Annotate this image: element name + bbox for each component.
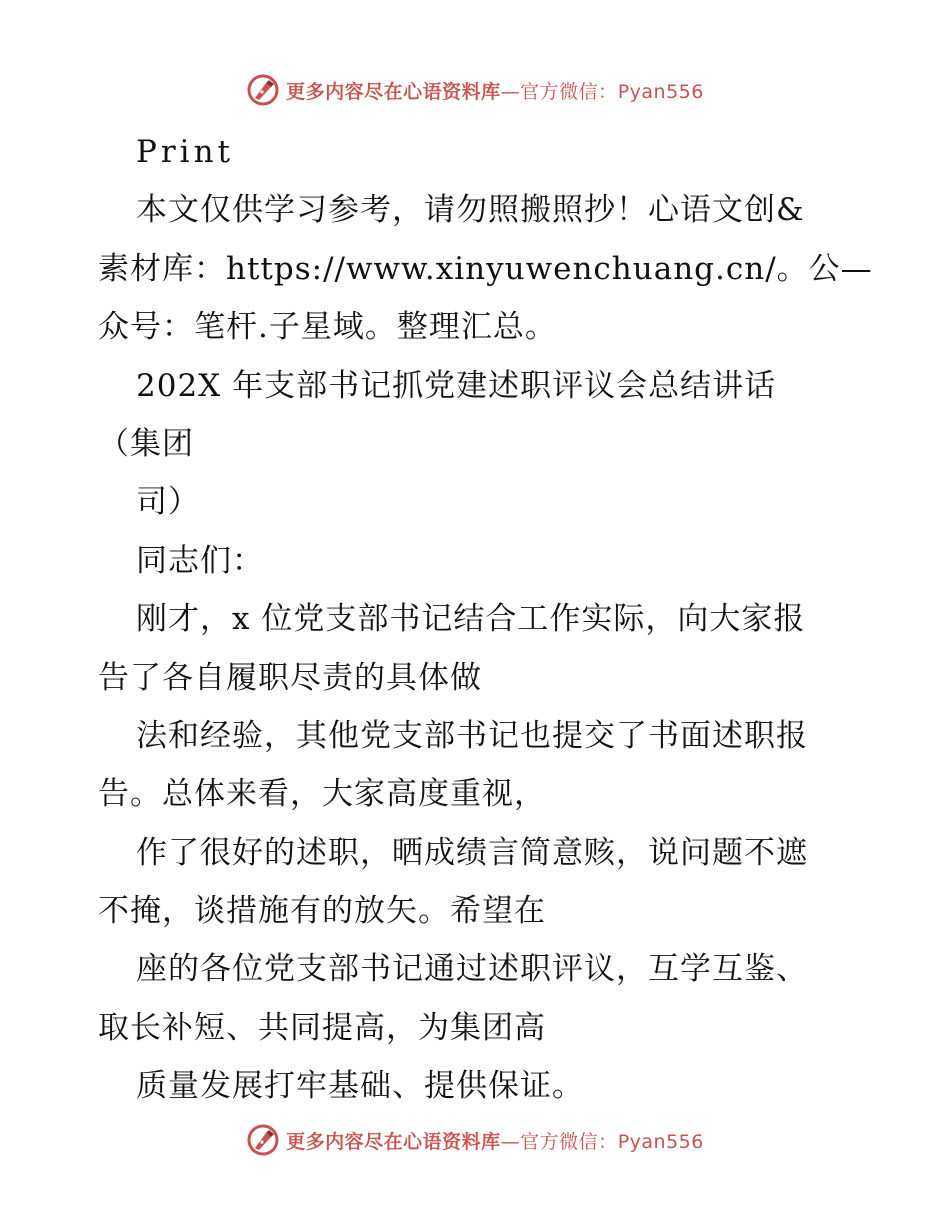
text-line: 众号：笔杆.子星域。整理汇总。 [98,309,557,346]
banner-wechat-label: 官方微信： [520,1130,618,1153]
banner-wechat-label: 官方微信： [520,80,618,103]
document-body [98,123,873,1116]
header-banner [0,70,950,110]
text-line: 座的各位党支部书记通过述职评议，互学互鉴、 [136,951,808,988]
text-line: 告。总体来看，大家高度重视， [98,776,546,813]
text-line: 素材库：https://www.xinyuwenchuang.cn/。公— [98,250,873,287]
text-line: 刚才，x 位党支部书记结合工作实际，向大家报 [136,601,806,638]
banner-separator: — [500,1130,521,1153]
pen-nib-circle-icon [246,1123,280,1157]
banner-wechat-id: Pyan556 [617,80,704,103]
text-line: 法和经验，其他党支部书记也提交了书面述职报 [136,717,808,754]
pen-nib-circle-icon [246,73,280,107]
text-line: 告了各自履职尽责的具体做 [98,659,482,696]
text-line: 不掩，谈措施有的放矢。希望在 [98,893,546,930]
document-title-continued: （集团 [98,425,194,462]
banner-wechat-id: Pyan556 [617,1130,704,1153]
document-title-continued: 司） [136,484,200,521]
text-line: 本文仅供学习参考，请勿照搬照抄！心语文创& [136,192,805,229]
header-banner-text [286,77,704,104]
banner-separator: — [500,80,521,103]
salutation: 同志们： [136,542,264,579]
footer-banner-text [286,1127,704,1154]
text-line: 作了很好的述职，晒成绩言简意赅，说问题不遮 [136,834,808,871]
banner-brand: 更多内容尽在心语资料库 [286,1130,501,1153]
footer-banner [0,1120,950,1160]
banner-brand: 更多内容尽在心语资料库 [286,80,501,103]
print-label: Print [136,134,235,170]
text-line: 取长补短、共同提高，为集团高 [98,1009,546,1046]
text-line: 质量发展打牢基础、提供保证。 [136,1068,584,1105]
document-title: 202X 年支部书记抓党建述职评议会总结讲话 [136,367,777,404]
